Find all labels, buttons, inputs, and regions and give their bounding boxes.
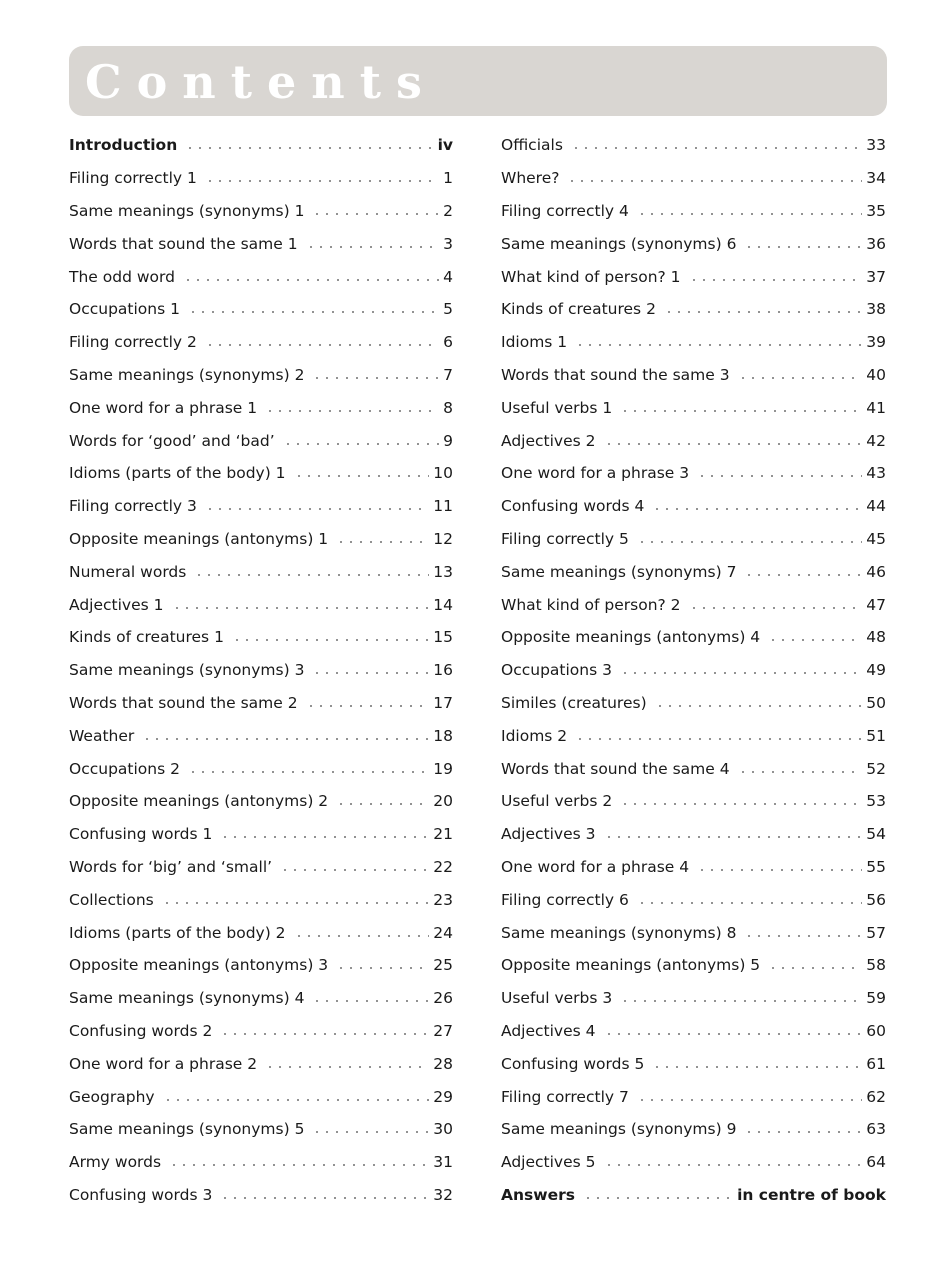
- toc-entry[interactable]: [501, 916, 886, 949]
- toc-entry[interactable]: [501, 588, 886, 621]
- dot-leader: [205, 344, 439, 346]
- toc-entry-title: Confusing words 1: [69, 825, 213, 844]
- toc-entry-page: 50: [866, 693, 886, 712]
- toc-entry-page: 30: [433, 1120, 453, 1139]
- toc-entry-title: Where?: [501, 169, 560, 188]
- toc-entry-page: 35: [866, 201, 886, 220]
- toc-entry[interactable]: [69, 490, 453, 523]
- toc-entry-title: Weather: [69, 726, 135, 745]
- toc-entry[interactable]: [501, 326, 886, 359]
- dot-leader: [336, 967, 429, 969]
- toc-entry[interactable]: [69, 1146, 453, 1179]
- toc-entry-title: Adjectives 3: [501, 825, 596, 844]
- toc-entry-title: Same meanings (synonyms) 5: [69, 1120, 305, 1139]
- toc-entry-page: 52: [866, 759, 886, 778]
- dot-leader: [220, 1033, 429, 1035]
- toc-entry[interactable]: [69, 1047, 453, 1080]
- toc-entry[interactable]: [501, 883, 886, 916]
- dot-leader: [738, 377, 863, 379]
- toc-entry-title: What kind of person? 2: [501, 595, 681, 614]
- toc-entry[interactable]: [69, 391, 453, 424]
- toc-entry-page: 48: [866, 628, 886, 647]
- toc-entry-page: 8: [443, 398, 453, 417]
- toc-entry[interactable]: [69, 621, 453, 654]
- toc-entry-title: Same meanings (synonyms) 6: [501, 234, 737, 253]
- toc-entry-page: 61: [866, 1054, 886, 1073]
- dot-leader: [142, 738, 429, 740]
- dot-leader: [575, 738, 862, 740]
- toc-entry[interactable]: [69, 1179, 453, 1212]
- dot-leader: [265, 410, 439, 412]
- toc-entry[interactable]: [501, 752, 886, 785]
- dot-leader: [604, 1164, 863, 1166]
- toc-entry-title: Filing correctly 5: [501, 529, 629, 548]
- toc-entry-page: 38: [866, 300, 886, 319]
- dot-leader: [637, 541, 862, 543]
- toc-entry-title: Answers: [501, 1185, 575, 1204]
- toc-entry-title: Adjectives 1: [69, 595, 164, 614]
- toc-entry-title: One word for a phrase 1: [69, 398, 258, 417]
- toc-entry[interactable]: [69, 326, 453, 359]
- dot-leader: [744, 1131, 862, 1133]
- toc-entry-page: 17: [433, 693, 453, 712]
- dot-leader: [188, 771, 429, 773]
- dot-leader: [312, 1000, 429, 1002]
- toc-entry-title: Numeral words: [69, 562, 187, 581]
- toc-entry[interactable]: [501, 818, 886, 851]
- toc-entry-page: 9: [443, 431, 453, 450]
- toc-entry-page: 7: [443, 365, 453, 384]
- toc-entry[interactable]: [69, 752, 453, 785]
- toc-entry-title: What kind of person? 1: [501, 267, 681, 286]
- toc-entry-title: Opposite meanings (antonyms) 4: [501, 628, 761, 647]
- toc-entry[interactable]: [501, 949, 886, 982]
- dot-leader: [664, 311, 862, 313]
- toc-entry-page: 57: [866, 923, 886, 942]
- toc-entry-page: 47: [866, 595, 886, 614]
- toc-entry[interactable]: [69, 227, 453, 260]
- dot-leader: [604, 836, 863, 838]
- dot-leader: [220, 1197, 429, 1199]
- toc-entry[interactable]: [69, 588, 453, 621]
- dot-leader: [265, 1066, 429, 1068]
- dot-leader: [185, 147, 433, 149]
- dot-leader: [637, 902, 862, 904]
- dot-leader: [205, 180, 439, 182]
- toc-entry[interactable]: [69, 457, 453, 490]
- toc-entry-page: 20: [433, 792, 453, 811]
- toc-entry-page: 5: [443, 300, 453, 319]
- toc-entry[interactable]: [69, 818, 453, 851]
- toc-entry-title: Filing correctly 3: [69, 497, 197, 516]
- toc-entry-title: Words that sound the same 1: [69, 234, 298, 253]
- toc-entry[interactable]: [501, 1146, 886, 1179]
- toc-entry[interactable]: [69, 129, 453, 162]
- dot-leader: [604, 443, 863, 445]
- toc-entry-title: Kinds of creatures 2: [501, 300, 656, 319]
- dot-leader: [620, 672, 862, 674]
- toc-entry-title: Confusing words 3: [69, 1185, 213, 1204]
- toc-entry-title: Adjectives 5: [501, 1153, 596, 1172]
- toc-entry[interactable]: [69, 883, 453, 916]
- dot-leader: [768, 967, 862, 969]
- dot-leader: [655, 705, 863, 707]
- toc-entry-page: 13: [433, 562, 453, 581]
- toc-entry-title: Filing correctly 7: [501, 1087, 629, 1106]
- toc-entry-title: Same meanings (synonyms) 2: [69, 365, 305, 384]
- toc-entry-page: 40: [866, 365, 886, 384]
- toc-entry-title: Words that sound the same 2: [69, 693, 298, 712]
- toc-entry[interactable]: [501, 621, 886, 654]
- toc-entry-page: 22: [433, 857, 453, 876]
- dot-leader: [306, 246, 440, 248]
- toc-entry-page: 21: [433, 825, 453, 844]
- dot-leader: [163, 1099, 430, 1101]
- toc-entry-title: Opposite meanings (antonyms) 3: [69, 956, 329, 975]
- toc-entry-page: 62: [866, 1087, 886, 1106]
- toc-entry[interactable]: [501, 457, 886, 490]
- toc-entry-page: 64: [866, 1153, 886, 1172]
- toc-entry-title: Words that sound the same 4: [501, 759, 730, 778]
- toc-entry-page: 58: [866, 956, 886, 975]
- toc-entry-page: 37: [866, 267, 886, 286]
- toc-entry-page: 45: [866, 529, 886, 548]
- dot-leader: [652, 508, 862, 510]
- toc-entry-title: Adjectives 2: [501, 431, 596, 450]
- dot-leader: [294, 935, 430, 937]
- toc-entry-page: 46: [866, 562, 886, 581]
- toc-entry-title: Occupations 1: [69, 300, 180, 319]
- toc-entry-page: 28: [433, 1054, 453, 1073]
- dot-leader: [312, 377, 439, 379]
- toc-entry-title: Opposite meanings (antonyms) 1: [69, 529, 329, 548]
- toc-entry[interactable]: [69, 1080, 453, 1113]
- dot-leader: [689, 279, 863, 281]
- toc-entry[interactable]: [501, 1080, 886, 1113]
- toc-entry-page: 56: [866, 890, 886, 909]
- toc-left-column: [69, 129, 453, 1211]
- dot-leader: [336, 541, 429, 543]
- toc-entry[interactable]: [501, 1047, 886, 1080]
- toc-entry[interactable]: [501, 1179, 886, 1212]
- dot-leader: [689, 607, 863, 609]
- dot-leader: [188, 311, 439, 313]
- toc-entry[interactable]: [69, 687, 453, 720]
- toc-entry[interactable]: [501, 490, 886, 523]
- toc-entry-page: 24: [433, 923, 453, 942]
- toc-entry[interactable]: [69, 555, 453, 588]
- toc-entry-title: Same meanings (synonyms) 1: [69, 201, 305, 220]
- dot-leader: [336, 803, 429, 805]
- toc-entry-page: 11: [433, 497, 453, 516]
- dot-leader: [604, 1033, 863, 1035]
- toc-entry-title: Kinds of creatures 1: [69, 628, 224, 647]
- toc-entry-page: 26: [433, 989, 453, 1008]
- dot-leader: [620, 410, 862, 412]
- toc-entry-title: Filing correctly 4: [501, 201, 629, 220]
- toc-entry[interactable]: [501, 555, 886, 588]
- toc-entry-page: 31: [433, 1153, 453, 1172]
- toc-entry[interactable]: [501, 227, 886, 260]
- toc-entry[interactable]: [69, 916, 453, 949]
- toc-entry-page: 54: [866, 825, 886, 844]
- toc-entry[interactable]: [69, 1113, 453, 1146]
- toc-entry[interactable]: [69, 195, 453, 228]
- dot-leader: [744, 574, 862, 576]
- dot-leader: [620, 1000, 862, 1002]
- toc-entry-page: 49: [866, 661, 886, 680]
- toc-entry-title: Filing correctly 1: [69, 169, 197, 188]
- dot-leader: [571, 147, 862, 149]
- dot-leader: [232, 639, 429, 641]
- toc-entry-page: 23: [433, 890, 453, 909]
- toc-entry-title: The odd word: [69, 267, 175, 286]
- toc-entry-title: Idioms 2: [501, 726, 568, 745]
- toc-entry-page: 55: [866, 857, 886, 876]
- toc-entry-title: Introduction: [69, 136, 178, 155]
- toc-entry[interactable]: [69, 523, 453, 556]
- toc-entry-title: Useful verbs 1: [501, 398, 613, 417]
- toc-entry[interactable]: [501, 424, 886, 457]
- toc-entry-page: 36: [866, 234, 886, 253]
- toc-entry[interactable]: [501, 687, 886, 720]
- toc-entry[interactable]: [501, 1015, 886, 1048]
- toc-entry-title: Confusing words 2: [69, 1021, 213, 1040]
- toc-entry[interactable]: [501, 982, 886, 1015]
- toc-entry[interactable]: [501, 654, 886, 687]
- toc-entry-title: Occupations 2: [69, 759, 180, 778]
- toc-entry-page: 60: [866, 1021, 886, 1040]
- toc-entry-page: 14: [433, 595, 453, 614]
- toc-entry[interactable]: [501, 162, 886, 195]
- toc-entry-page: 19: [433, 759, 453, 778]
- toc-entry-page: 33: [866, 136, 886, 155]
- toc-entry-title: Idioms (parts of the body) 2: [69, 923, 286, 942]
- toc-entry-title: Opposite meanings (antonyms) 2: [69, 792, 329, 811]
- dot-leader: [306, 705, 430, 707]
- toc-entry-title: Confusing words 4: [501, 497, 645, 516]
- toc-entry-page: 44: [866, 497, 886, 516]
- toc-entry[interactable]: [69, 785, 453, 818]
- dot-leader: [172, 607, 430, 609]
- toc-entry[interactable]: [501, 523, 886, 556]
- page-title: Contents: [85, 55, 437, 109]
- toc-entry[interactable]: [501, 129, 886, 162]
- toc-entry[interactable]: [69, 949, 453, 982]
- toc-entry-page: 10: [433, 464, 453, 483]
- dot-leader: [620, 803, 862, 805]
- toc-entry-page: 59: [866, 989, 886, 1008]
- dot-leader: [220, 836, 429, 838]
- toc-entry-page: 27: [433, 1021, 453, 1040]
- toc-entry[interactable]: [501, 851, 886, 884]
- dot-leader: [744, 246, 862, 248]
- dot-leader: [312, 1131, 429, 1133]
- toc-entry[interactable]: [69, 424, 453, 457]
- toc-entry[interactable]: [69, 1015, 453, 1048]
- dot-leader: [294, 475, 430, 477]
- dot-leader: [744, 935, 862, 937]
- toc-entry-title: Army words: [69, 1153, 162, 1172]
- toc-entry-page: 43: [866, 464, 886, 483]
- toc-entry-title: Useful verbs 2: [501, 792, 613, 811]
- toc-entry[interactable]: [501, 293, 886, 326]
- toc-entry-page: in centre of book: [737, 1185, 886, 1204]
- toc-entry-page: 42: [866, 431, 886, 450]
- toc-entry-title: Same meanings (synonyms) 9: [501, 1120, 737, 1139]
- toc-entry-title: Opposite meanings (antonyms) 5: [501, 956, 761, 975]
- toc-entry-page: 16: [433, 661, 453, 680]
- toc-entry-page: 63: [866, 1120, 886, 1139]
- toc-entry-page: 51: [866, 726, 886, 745]
- contents-header-band: [69, 46, 887, 116]
- toc-entry[interactable]: [69, 293, 453, 326]
- toc-entry-page: 18: [433, 726, 453, 745]
- toc-entry-title: Words for ‘big’ and ‘small’: [69, 857, 273, 876]
- toc-entry-title: Same meanings (synonyms) 4: [69, 989, 305, 1008]
- dot-leader: [194, 574, 429, 576]
- toc-entry-title: Occupations 3: [501, 661, 612, 680]
- toc-right-column: [501, 129, 886, 1211]
- toc-entry-title: Words for ‘good’ and ‘bad’: [69, 431, 275, 450]
- toc-entry-title: Confusing words 5: [501, 1054, 645, 1073]
- dot-leader: [162, 902, 430, 904]
- toc-entry[interactable]: [501, 1113, 886, 1146]
- toc-entry-page: 2: [443, 201, 453, 220]
- toc-entry-title: Idioms 1: [501, 333, 568, 352]
- toc-entry-title: Collections: [69, 890, 154, 909]
- toc-entry-page: 4: [443, 267, 453, 286]
- toc-entry-title: One word for a phrase 2: [69, 1054, 258, 1073]
- toc-entry[interactable]: [501, 359, 886, 392]
- toc-entry[interactable]: [501, 719, 886, 752]
- dot-leader: [312, 213, 439, 215]
- dot-leader: [768, 639, 862, 641]
- toc-entry[interactable]: [69, 359, 453, 392]
- toc-entry-title: Same meanings (synonyms) 8: [501, 923, 737, 942]
- toc-entry[interactable]: [69, 982, 453, 1015]
- toc-entry-page: 6: [443, 333, 453, 352]
- dot-leader: [697, 869, 862, 871]
- toc-entry-page: iv: [437, 136, 453, 155]
- toc-entry-title: Words that sound the same 3: [501, 365, 730, 384]
- toc-entry-page: 1: [443, 169, 453, 188]
- toc-entry-page: 25: [433, 956, 453, 975]
- toc-entry-title: Filing correctly 6: [501, 890, 629, 909]
- dot-leader: [738, 771, 863, 773]
- toc-entry-title: Same meanings (synonyms) 7: [501, 562, 737, 581]
- toc-entry[interactable]: [69, 260, 453, 293]
- toc-entry-page: 3: [443, 234, 453, 253]
- toc-entry-page: 53: [866, 792, 886, 811]
- toc-entry-title: Geography: [69, 1087, 155, 1106]
- toc-entry-page: 32: [433, 1185, 453, 1204]
- toc-entry-page: 41: [866, 398, 886, 417]
- toc-entry[interactable]: [501, 785, 886, 818]
- dot-leader: [637, 213, 862, 215]
- dot-leader: [312, 672, 429, 674]
- toc-entry-page: 34: [866, 169, 886, 188]
- dot-leader: [169, 1164, 429, 1166]
- toc-entry[interactable]: [69, 851, 453, 884]
- toc-entry-title: Adjectives 4: [501, 1021, 596, 1040]
- toc-entry-title: Useful verbs 3: [501, 989, 613, 1008]
- dot-leader: [652, 1066, 862, 1068]
- toc-entry[interactable]: [69, 719, 453, 752]
- dot-leader: [575, 344, 862, 346]
- dot-leader: [183, 279, 439, 281]
- toc-entry-page: 29: [433, 1087, 453, 1106]
- toc-entry-title: Filing correctly 2: [69, 333, 197, 352]
- toc-entry-title: Officials: [501, 136, 563, 155]
- toc-entry-title: Idioms (parts of the body) 1: [69, 464, 286, 483]
- dot-leader: [283, 443, 440, 445]
- dot-leader: [205, 508, 429, 510]
- toc-entry[interactable]: [501, 391, 886, 424]
- dot-leader: [637, 1099, 862, 1101]
- dot-leader: [280, 869, 429, 871]
- toc-entry-title: One word for a phrase 3: [501, 464, 690, 483]
- toc-entry-page: 39: [866, 333, 886, 352]
- toc-entry[interactable]: [69, 654, 453, 687]
- toc-entry-page: 12: [433, 529, 453, 548]
- toc-entry-page: 15: [433, 628, 453, 647]
- dot-leader: [697, 475, 862, 477]
- dot-leader: [567, 180, 862, 182]
- toc-entry[interactable]: [501, 195, 886, 228]
- toc-entry[interactable]: [69, 162, 453, 195]
- toc-entry-title: One word for a phrase 4: [501, 857, 690, 876]
- toc-entry-title: Similes (creatures): [501, 693, 647, 712]
- dot-leader: [583, 1197, 733, 1199]
- toc-entry-title: Same meanings (synonyms) 3: [69, 661, 305, 680]
- toc-entry[interactable]: [501, 260, 886, 293]
